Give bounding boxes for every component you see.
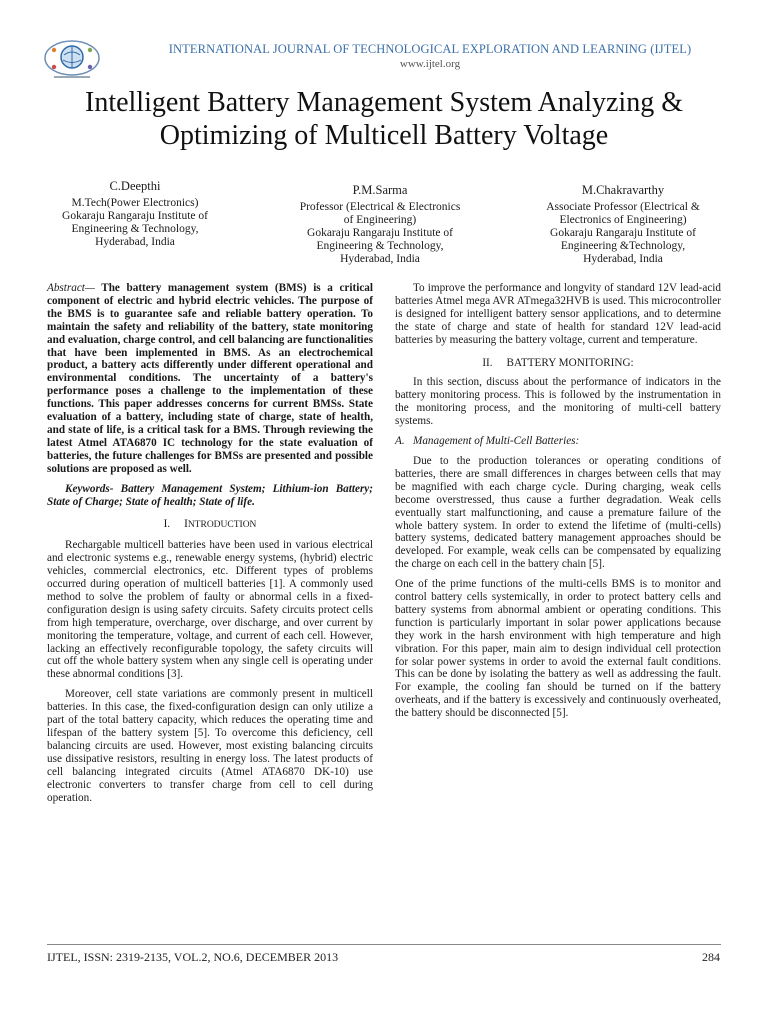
author-block-2 [285, 184, 475, 266]
subsection-title: A. Management of Multi-Cell Batteries: [395, 435, 580, 448]
author-affiliation: Hyderabad, India [95, 236, 175, 248]
section-heading-battery-monitoring: II. BATTERY MONITORING: [482, 356, 634, 369]
title-line-1: Intelligent Battery Management System Analyzing & [85, 87, 683, 118]
journal-logo [40, 36, 104, 82]
page-number: 284 [702, 950, 720, 964]
section-heading-introduction [47, 518, 373, 532]
paragraph: Rechargable multicell batteries have been used in various electrical and electronic systems e.g., renewable energy systems, (hybrid) electric vehicles, commercial electronics, etc. Different types of problems occurred during operation of multicell batteries [1]. A commonly used method to solve the problem of faulty or abnormal cells in a fixed-configuration design is using safety circuits. Safety circuits protect cells from high temperature, overcharge, over discharge, and over current by monitoring the temperature, voltage, and current of each cell. However, lacking an effectively reconfigurable topology, the safety circuits will cut off the whole battery system when any single cell is operating under these abnormal conditions [3]. [47, 539, 373, 681]
abstract-text: The battery management system (BMS) is a critical component of electric and hybrid electric vehicles. The purpose of the BMS is to guarantee safe and reliable battery operation. To maintain the safety and reliability of the battery, state monitoring and evaluation, charge control, and cell balancing are functionalities that have been implemented in BMS. As an electrochemical product, a battery acts differently under different operational and environmental conditions. The uncertainty of a battery's performance poses a challenge to the implementation of these functions. This paper addresses concerns for current BMSs. State evaluation of a battery, including state of charge, state of health, and state of life, is a critical task for a BMS. Through reviewing the latest Atmel ATA6870 IC technology for the state evaluation of batteries, the future challenges for BMSs are presented and possible solutions are proposed as well. [47, 282, 373, 475]
keywords: Keywords- Battery Management System; Lithium-ion Battery; State of Charge; State of health; State of life. [47, 482, 373, 508]
journal-url[interactable]: www.ijtel.org [399, 58, 461, 70]
author-affiliation: Professor (Electrical & Electronics [299, 201, 461, 213]
paragraph: In this section, discuss about the performance of indicators in the battery monitoring process. This is followed by the instrumentation in the monitoring process, and the monitoring of multi-cell battery systems. [395, 376, 721, 428]
section-title-initial: I [184, 518, 188, 531]
author-affiliation: Engineering &Technology, [560, 240, 686, 252]
author-affiliation: Gokaraju Rangaraju Institute of [307, 227, 453, 239]
author-name: C.Deepthi [109, 179, 161, 193]
author-affiliation: M.Tech(Power Electronics) [71, 197, 199, 209]
footer-citation: IJTEL, ISSN: 2319-2135, VOL.2, NO.6, DECEMBER 2013 [47, 950, 339, 964]
paragraph: Due to the production tolerances or operating conditions of batteries, there are small differences in charges between cells that may be magnified with each charge cycle. During charging, weak cells become overstressed, thus cause a further degradation. Weak cells eventually start malfunctioning, and cause a premature failure of the whole battery system. In order to extend the lifetime of (multi-cells) battery systems, dedicated battery management approaches should be developed. For example, weak cells can be compensated by equalizing the charge on each cell in the battery chain [5]. [395, 454, 721, 571]
author-affiliation: Engineering & Technology, [71, 223, 199, 235]
right-column [395, 282, 721, 727]
author-affiliation: Electronics of Engineering) [559, 214, 687, 226]
paragraph: To improve the performance and longvity of standard 12V lead-acid batteries Atmel mega AVR ATmega32HVB is used. This microcontroller is designed for intelligent battery sensor applications, and to determine the state of charge and state of health for standard 12V lead-acid batteries by measuring the battery voltage, current and temperature. [395, 282, 721, 346]
paper-title [20, 86, 748, 152]
abstract-lead: Abstract— [47, 282, 95, 294]
author-affiliation: of Engineering) [343, 214, 417, 226]
title-line-2: Optimizing of Multicell Battery Voltage [159, 120, 609, 151]
author-block-3 [528, 184, 718, 266]
author-name: M.Chakravarthy [581, 183, 665, 197]
paragraph: One of the prime functions of the multi-cells BMS is to monitor and control battery cells systemically, in order to protect battery cells and battery systems from abnormal ambient or operating conditions. This function is particularly important in solar power applications because they work in the harsh environment with high temperature and high vibration. For this paper, main aim to design individual cell protection for solar power systems in order to avoid the external fault conditions. This can be done by isolating the battery as well as addressing the fault. For example, the cooling fan should be turned on if the battery overheats, and if the battery is excessively and continuously overheated, the battery should be disconnected [5]. [395, 578, 721, 720]
section-number: I. [163, 518, 171, 531]
author-affiliation: Hyderabad, India [583, 253, 663, 265]
paragraph: Moreover, cell state variations are commonly present in multicell batteries. In this case, the fixed-configuration design can only utilize a part of the total battery capacity, which reduces the operating time and lifespan of the battery system [5]. To overcome this deficiency, cell balancing circuits are used. However, most existing balancing circuits use dissipative resistors, resulting in energy loss. The latest products of cell balancing integrated circuits (Atmel ATA6870 DK-10) use electronic converters to transfer charge from cell to cell during operation. [47, 688, 373, 804]
author-affiliation: Hyderabad, India [340, 253, 420, 265]
author-affiliation: Associate Professor (Electrical & [546, 201, 700, 213]
footer-divider [47, 944, 721, 945]
left-column [47, 282, 373, 811]
journal-name: INTERNATIONAL JOURNAL OF TECHNOLOGICAL EXPLORATION AND LEARNING (IJTEL) [168, 42, 692, 56]
author-affiliation: Engineering & Technology, [316, 240, 444, 252]
author-affiliation: Gokaraju Rangaraju Institute of [62, 210, 208, 222]
author-block-1 [40, 180, 230, 249]
abstract [47, 282, 373, 476]
section-title-rest: NTRODUCTION [187, 520, 257, 531]
author-name: P.M.Sarma [352, 183, 408, 197]
author-affiliation: Gokaraju Rangaraju Institute of [550, 227, 696, 239]
